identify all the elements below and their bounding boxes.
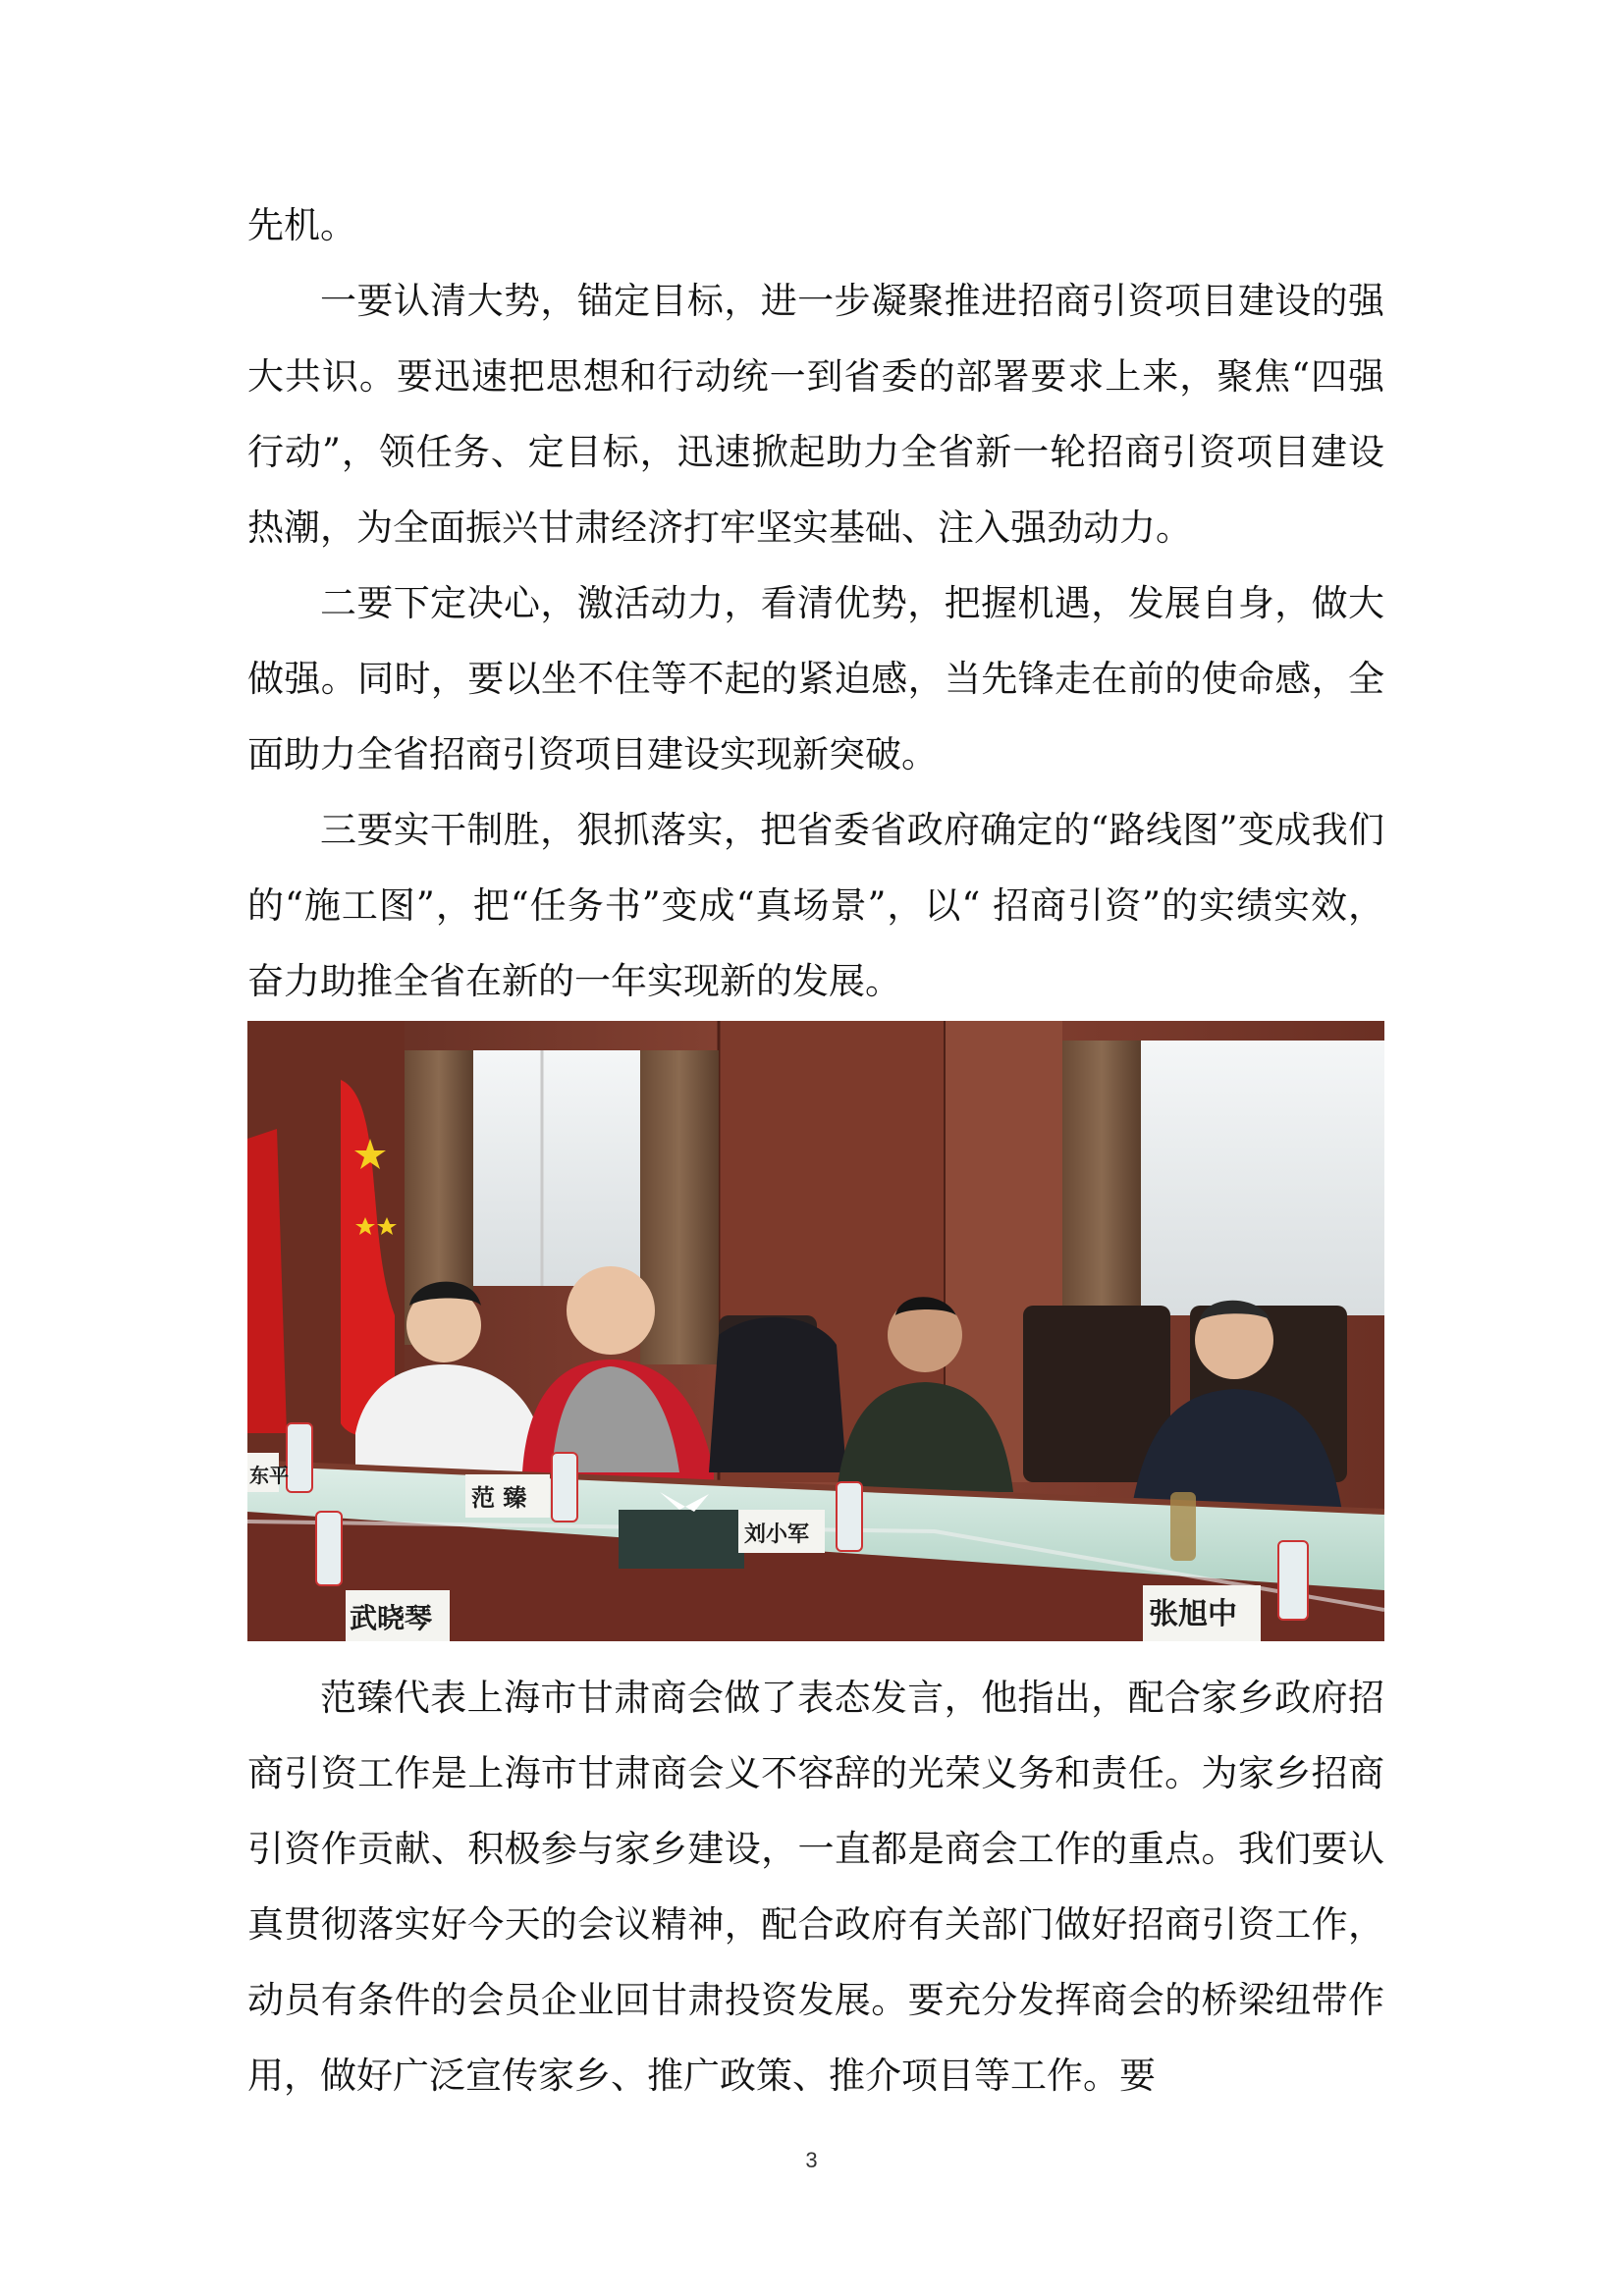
nameplate-text: 武晓琴 [350, 1602, 433, 1634]
page-number: 3 [805, 2148, 818, 2172]
paragraph: 范臻代表上海市甘肃商会做了表态发言，他指出，配合家乡政府招商引资工作是上海市甘肃商会义不容辞的光荣义务和责任。为家乡招商引资作贡献、积极参与家乡建设，一直都是商会工作的重点。我们要认真贯彻落实好今天的会议精神，配合政府有关部门做好招商引资工作，动员有条件的会员企业回甘肃投资发展。要充分发挥商会的桥梁纽带作用，做好广泛宣传家乡、推广政策、推介项目等工作。要 [247, 1677, 1384, 2097]
body-text-bottom [247, 1660, 1384, 2113]
paragraph: 一要认清大势，锚定目标，进一步凝聚推进招商引资项目建设的强大共识。要迅速把思想和行动统一到省委的部署要求上来，聚焦“四强行动”，领任务、定目标，迅速掀起助力全省新一轮招商引资项目建设热潮，为全面振兴甘肃经济打牢坚实基础、注入强劲动力。 [247, 280, 1384, 549]
nameplate-2 [465, 1474, 550, 1518]
nameplate-text: 张旭中 [1149, 1597, 1237, 1631]
nameplate-text: 范 臻 [471, 1483, 527, 1512]
paragraph: 三要实干制胜，狠抓落实，把省委省政府确定的“路线图”变成我们的“施工图”，把“任务书”变成“真场景”，以“ 招商引资”的实绩实效，奋力助推全省在新的一年实现新的发展。 [247, 809, 1384, 1002]
nameplate-text: 刘小军 [744, 1522, 810, 1547]
body-text-top [247, 187, 1384, 1019]
meeting-photo [247, 1021, 1384, 1641]
nameplate-3 [738, 1510, 825, 1553]
nameplate-text: 东平 [249, 1464, 289, 1487]
nameplate-4 [346, 1590, 450, 1641]
paragraph: 二要下定决心，激活动力，看清优势，把握机遇，发展自身，做大做强。同时，要以坐不住等不起的紧迫感，当先锋走在前的使命感，全面助力全省招商引资项目建设实现新突破。 [247, 582, 1384, 775]
nameplate-5 [1143, 1585, 1261, 1641]
paragraph: 先机。 [247, 204, 356, 246]
